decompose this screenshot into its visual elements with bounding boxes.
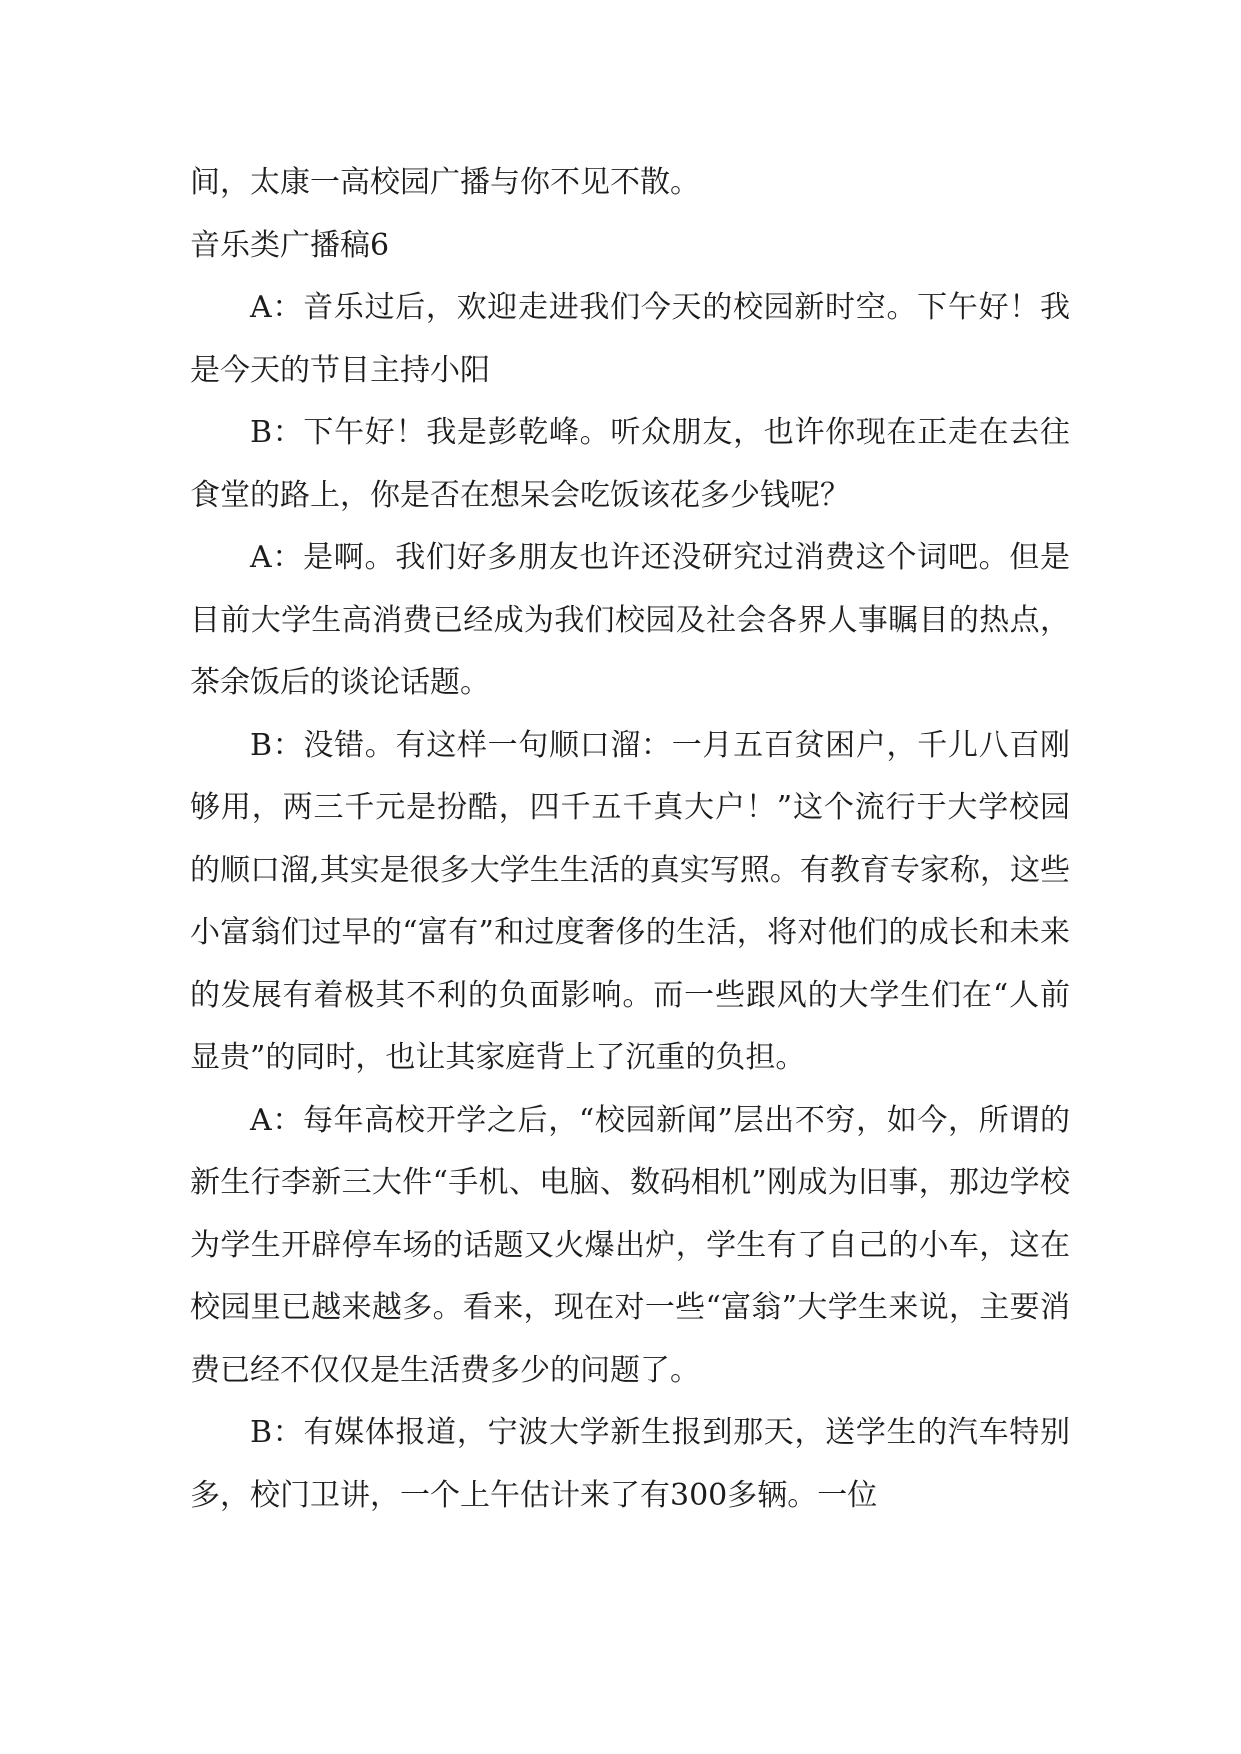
paragraph-a-intro: A：音乐过后，欢迎走进我们今天的校园新时空。下午好！我是今天的节目主持小阳 (190, 290, 1070, 388)
paragraph-b-media-report: B：有媒体报道，宁波大学新生报到那天，送学生的汽车特别多，校门卫讲，一个上午估计来了有300多辆。一位 (190, 1415, 1070, 1513)
paragraph-b-greeting: B：下午好！我是彭乾峰。听众朋友，也许你现在正走在去往食堂的路上，你是否在想呆会吃饭该花多少钱呢？ (190, 415, 1070, 513)
section-heading: 音乐类广播稿6 (190, 227, 390, 263)
paragraph-a-consumption: A：是啊。我们好多朋友也许还没研究过消费这个词吧。但是目前大学生高消费已经成为我们校园及社会各界人事瞩目的热点，茶余饭后的谈论话题。 (190, 540, 1070, 700)
paragraph-b-rhyme: B：没错。有这样一句顺口溜：一月五百贫困户，千儿八百刚够用，两三千元是扮酷，四千五千真大户！”这个流行于大学校园的顺口溜,其实是很多大学生生活的真实写照。有教育专家称，这些小富翁们过早的“富有”和过度奢侈的生活，将对他们的成长和未来的发展有着极其不利的负面影响。而一些跟风的大学生们在“人前显贵”的同时，也让其家庭背上了沉重的负担。 (190, 727, 1070, 1075)
paragraph-continuation: 间，太康一高校园广播与你不见不散。 (190, 165, 700, 200)
paragraph-a-campus-news: A：每年高校开学之后，“校园新闻”层出不穷，如今，所谓的新生行李新三大件“手机、电脑、数码相机”刚成为旧事，那边学校为学生开辟停车场的话题又火爆出炉，学生有了自己的小车，这在校园里已越来越多。看来，现在对一些“富翁”大学生来说，主要消费已经不仅仅是生活费多少的问题了。 (190, 1102, 1070, 1388)
document-body (190, 152, 1070, 1527)
